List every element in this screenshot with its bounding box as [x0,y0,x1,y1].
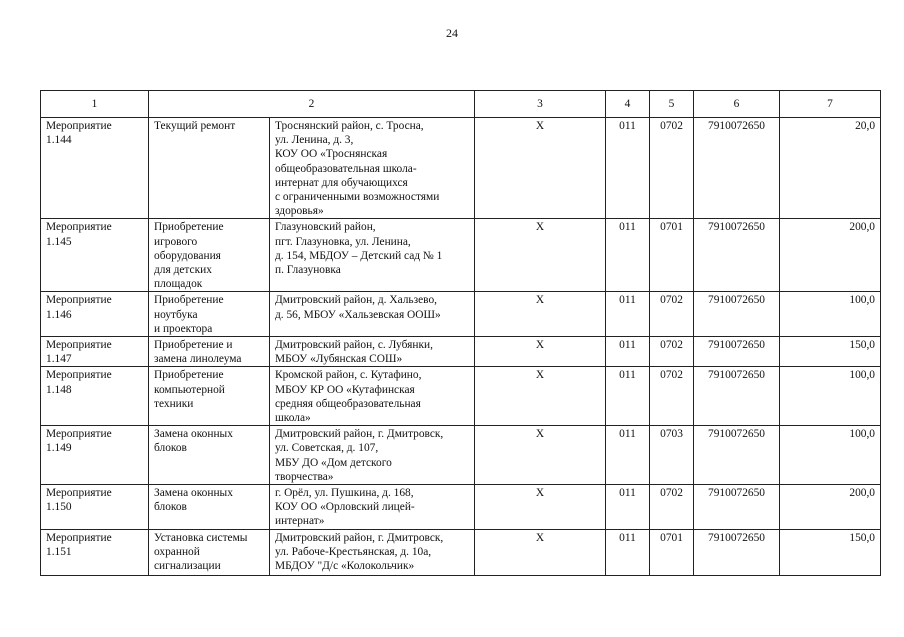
column-5-cell: 0702 [650,118,694,219]
column-3-cell: Х [475,219,606,292]
column-4-cell: 011 [606,292,650,337]
event-name-cell-line: сигнализации [154,560,221,573]
event-name-cell-line: площадок [154,278,203,291]
table-row [41,118,881,219]
event-code-cell [41,337,149,367]
column-3-cell: Х [475,118,606,219]
column-6-cell: 7910072650 [694,337,780,367]
event-location-cell-line: ул. Рабоче-Крестьянская, д. 10а, [275,545,432,558]
event-name-cell-line: Текущий ремонт [154,120,236,132]
event-location-cell-line: с ограниченными возможностями [275,191,440,204]
amount-cell: 100,0 [780,292,881,337]
column-4-cell: 011 [606,367,650,426]
column-5-cell: 0701 [650,219,694,292]
event-name-cell-line: блоков [154,501,187,514]
event-location-cell-line: ул. Ленина, д. 3, [275,134,354,147]
event-location-cell [270,219,475,292]
column-4-cell: 011 [606,118,650,219]
column-header-5: 5 [650,91,694,118]
event-location-cell-line: КОУ ОО «Орловский лицей- [275,501,415,514]
column-5-cell: 0702 [650,337,694,367]
column-5-cell: 0702 [650,292,694,337]
column-5-cell: 0702 [650,485,694,530]
event-code-cell-line: Мероприятие [46,120,112,132]
event-code-cell-line: 1.149 [46,442,72,455]
event-code-cell-line: 1.147 [46,353,72,366]
column-5-cell: 0703 [650,426,694,485]
event-location-cell-line: д. 56, МБОУ «Хальзевская ООШ» [275,308,441,321]
event-location-cell [270,118,475,219]
event-location-cell-line: МБОУ КР ОО «Кутафинская [275,383,415,396]
event-name-cell [149,118,270,219]
event-code-cell [41,219,149,292]
event-location-cell [270,426,475,485]
event-location-cell-line: МБОУ «Лубянская СОШ» [275,353,403,366]
table-row [41,485,881,530]
event-location-cell-line: интернат» [275,515,325,528]
amount-cell: 100,0 [780,426,881,485]
event-location-cell-line: школа» [275,412,311,425]
event-code-cell [41,485,149,530]
event-location-cell-line: Дмитровский район, с. Лубянки, [275,339,433,352]
event-code-cell-line: 1.145 [46,235,72,248]
event-name-cell-line: охранной [154,545,200,558]
event-location-cell-line: средняя общеобразовательная [275,397,421,410]
amount-cell: 200,0 [780,485,881,530]
column-6-cell: 7910072650 [694,219,780,292]
event-code-cell-line: 1.148 [46,383,72,396]
amount-cell: 20,0 [780,118,881,219]
event-name-cell [149,485,270,530]
event-name-cell-line: блоков [154,442,187,455]
event-name-cell [149,292,270,337]
budget-table [40,90,881,576]
column-header-2: 2 [149,91,475,118]
amount-cell: 200,0 [780,219,881,292]
event-location-cell-line: пгт. Глазуновка, ул. Ленина, [275,235,411,248]
event-code-cell [41,426,149,485]
event-name-cell-line: Приобретение [154,369,224,382]
event-code-cell-line: Мероприятие [46,369,112,382]
column-header-4: 4 [606,91,650,118]
event-name-cell-line: техники [154,397,194,410]
event-name-cell [149,529,270,575]
column-6-cell: 7910072650 [694,118,780,219]
column-4-cell: 011 [606,529,650,575]
column-6-cell: 7910072650 [694,485,780,530]
event-location-cell-line: МБУ ДО «Дом детского [275,456,392,469]
event-location-cell [270,485,475,530]
column-6-cell: 7910072650 [694,529,780,575]
event-code-cell [41,529,149,575]
event-name-cell-line: Приобретение [154,221,224,234]
column-4-cell: 011 [606,426,650,485]
event-code-cell [41,367,149,426]
event-location-cell-line: Дмитровский район, д. Хальзево, [275,294,438,307]
event-location-cell [270,337,475,367]
event-name-cell-line: Замена оконных [154,428,233,441]
column-3-cell: Х [475,485,606,530]
event-location-cell-line: ул. Советская, д. 107, [275,442,379,455]
event-name-cell [149,337,270,367]
event-location-cell-line: КОУ ОО «Троснянская [275,148,388,161]
event-location-cell-line: Кромской район, с. Кутафино, [275,369,422,382]
column-5-cell: 0701 [650,529,694,575]
amount-cell: 150,0 [780,529,881,575]
event-location-cell [270,292,475,337]
event-code-cell-line: Мероприятие [46,339,112,352]
column-3-cell: Х [475,337,606,367]
table-row [41,337,881,367]
event-location-cell-line: здоровья» [275,205,324,218]
event-code-cell-line: Мероприятие [46,487,112,500]
column-3-cell: Х [475,367,606,426]
column-header-7: 7 [780,91,881,118]
event-name-cell-line: для детских [154,264,212,277]
event-location-cell-line: МБДОУ "Д/с «Колокольчик» [275,560,415,573]
column-4-cell: 011 [606,485,650,530]
event-code-cell-line: Мероприятие [46,294,112,307]
page-number: 24 [446,26,458,40]
table-row [41,529,881,575]
event-name-cell [149,367,270,426]
event-code-cell [41,118,149,219]
event-name-cell [149,426,270,485]
table-row [41,426,881,485]
event-location-cell-line: п. Глазуновка [275,264,341,277]
event-name-cell-line: Установка системы [154,531,248,544]
header-row [41,91,881,118]
event-location-cell-line: интернат для обучающихся [275,176,408,189]
event-name-cell-line: ноутбука [154,308,198,321]
event-code-cell-line: Мероприятие [46,531,112,544]
column-6-cell: 7910072650 [694,426,780,485]
event-name-cell-line: Приобретение и [154,339,233,352]
column-header-3: 3 [475,91,606,118]
event-code-cell-line: 1.150 [46,501,72,514]
event-location-cell [270,367,475,426]
column-header-6: 6 [694,91,780,118]
column-3-cell: Х [475,426,606,485]
event-location-cell [270,529,475,575]
event-location-cell-line: творчества» [275,470,334,483]
event-location-cell-line: Дмитровский район, г. Дмитровск, [275,531,444,544]
column-4-cell: 011 [606,219,650,292]
event-code-cell-line: 1.151 [46,545,72,558]
column-header-1: 1 [41,91,149,118]
amount-cell: 100,0 [780,367,881,426]
event-name-cell-line: компьютерной [154,383,225,396]
column-3-cell: Х [475,529,606,575]
event-location-cell-line: г. Орёл, ул. Пушкина, д. 168, [275,487,414,500]
column-3-cell: Х [475,292,606,337]
event-name-cell [149,219,270,292]
column-4-cell: 011 [606,337,650,367]
event-name-cell-line: оборудования [154,249,221,262]
event-name-cell-line: Замена оконных [154,487,233,500]
event-name-cell-line: замена линолеума [154,353,242,366]
table-body [41,118,881,576]
column-6-cell: 7910072650 [694,367,780,426]
table-row [41,367,881,426]
column-6-cell: 7910072650 [694,292,780,337]
event-location-cell-line: д. 154, МБДОУ – Детский сад № 1 [275,249,443,262]
event-name-cell-line: и проектора [154,322,213,335]
event-name-cell-line: игрового [154,235,198,248]
event-location-cell-line: Глазуновский район, [275,221,376,234]
event-name-cell-line: Приобретение [154,294,224,307]
event-code-cell-line: 1.144 [46,134,72,147]
event-location-cell-line: Дмитровский район, г. Дмитровск, [275,428,444,441]
event-code-cell-line: 1.146 [46,308,72,321]
event-code-cell-line: Мероприятие [46,428,112,441]
table-row [41,292,881,337]
column-5-cell: 0702 [650,367,694,426]
event-location-cell-line: Троснянский район, с. Тросна, [275,120,424,132]
event-code-cell-line: Мероприятие [46,221,112,234]
event-location-cell-line: общеобразовательная школа- [275,162,417,175]
event-code-cell [41,292,149,337]
amount-cell: 150,0 [780,337,881,367]
table-row [41,219,881,292]
